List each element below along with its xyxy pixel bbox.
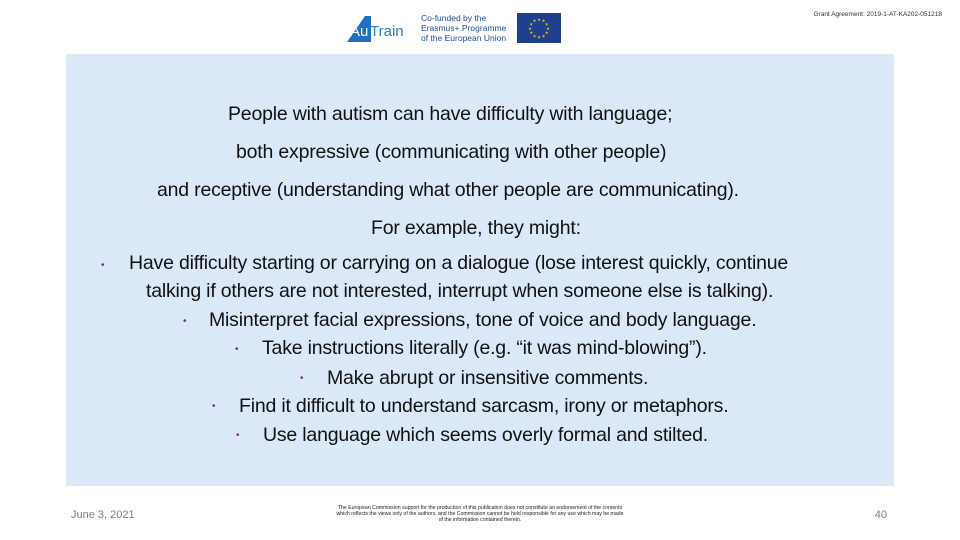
disclaimer-line-1: The European Commission support for the production of this publication does not constitute an endorsement of the contents [337,505,623,511]
svg-text:★: ★ [541,33,546,39]
bullet-icon: • [101,260,105,271]
bullet-icon: • [236,430,240,441]
footer-date: June 3, 2021 [71,509,135,521]
footer-disclaimer [320,505,640,523]
svg-text:★: ★ [544,30,549,36]
cofund-line-1: Co-funded by the [421,13,487,23]
svg-text:★: ★ [537,34,541,40]
header-logo-group [345,12,565,46]
bullet-1-line-1: Have difficulty starting or carrying on a dialogue (lose interest quickly, continue [129,252,789,274]
svg-text:★: ★ [532,18,537,24]
content-panel [66,54,894,486]
svg-text:★: ★ [541,18,546,24]
intro-line-4: For example, they might: [371,217,581,239]
svg-text:★: ★ [529,21,534,27]
disclaimer-line-3: of the information contained therein. [438,517,522,523]
disclaimer-line-2: which reflects the views only of the authors, and the Commission cannot be held responsible for any use which may be made [336,511,624,517]
eu-flag-icon [517,13,561,43]
bullet-4: Make abrupt or insensitive comments. [327,367,649,389]
svg-text:★: ★ [528,25,532,31]
cofund-line-2: Erasmus+ Programme [421,23,507,33]
intro-line-1: People with autism can have difficulty with language; [228,103,673,125]
page-number: 40 [874,509,887,521]
bullet-1-line-2: talking if others are not interested, interrupt when someone else is talking). [146,280,774,302]
bullet-icon: • [183,316,187,327]
cofund-text [421,13,517,43]
svg-text:★: ★ [532,33,537,39]
svg-text:★: ★ [537,17,541,22]
brand-train-text: Train [370,23,404,40]
bullet-6: Use language which seems overly formal and stilted. [263,424,709,446]
autrain-logo [345,12,411,46]
cofund-line-3: of the European Union [421,33,507,43]
bullet-icon: • [212,401,216,412]
grant-agreement: Grant Agreement: 2019-1-AT-KA202-051218 [813,11,942,18]
svg-text:★: ★ [544,21,549,27]
intro-line-3: and receptive (understanding what other people are communicating). [157,179,739,201]
bullet-5: Find it difficult to understand sarcasm, irony or metaphors. [239,395,729,417]
bullet-2: Misinterpret facial expressions, tone of voice and body language. [209,309,757,331]
intro-line-2: both expressive (communicating with other people) [236,141,667,163]
bullet-3: Take instructions literally (e.g. “it was mind-blowing”). [262,337,707,359]
svg-text:★: ★ [529,30,534,36]
svg-text:★: ★ [546,25,550,31]
brand-au-text: Au [350,23,369,40]
bullet-icon: • [300,373,304,384]
bullet-icon: • [235,344,239,355]
